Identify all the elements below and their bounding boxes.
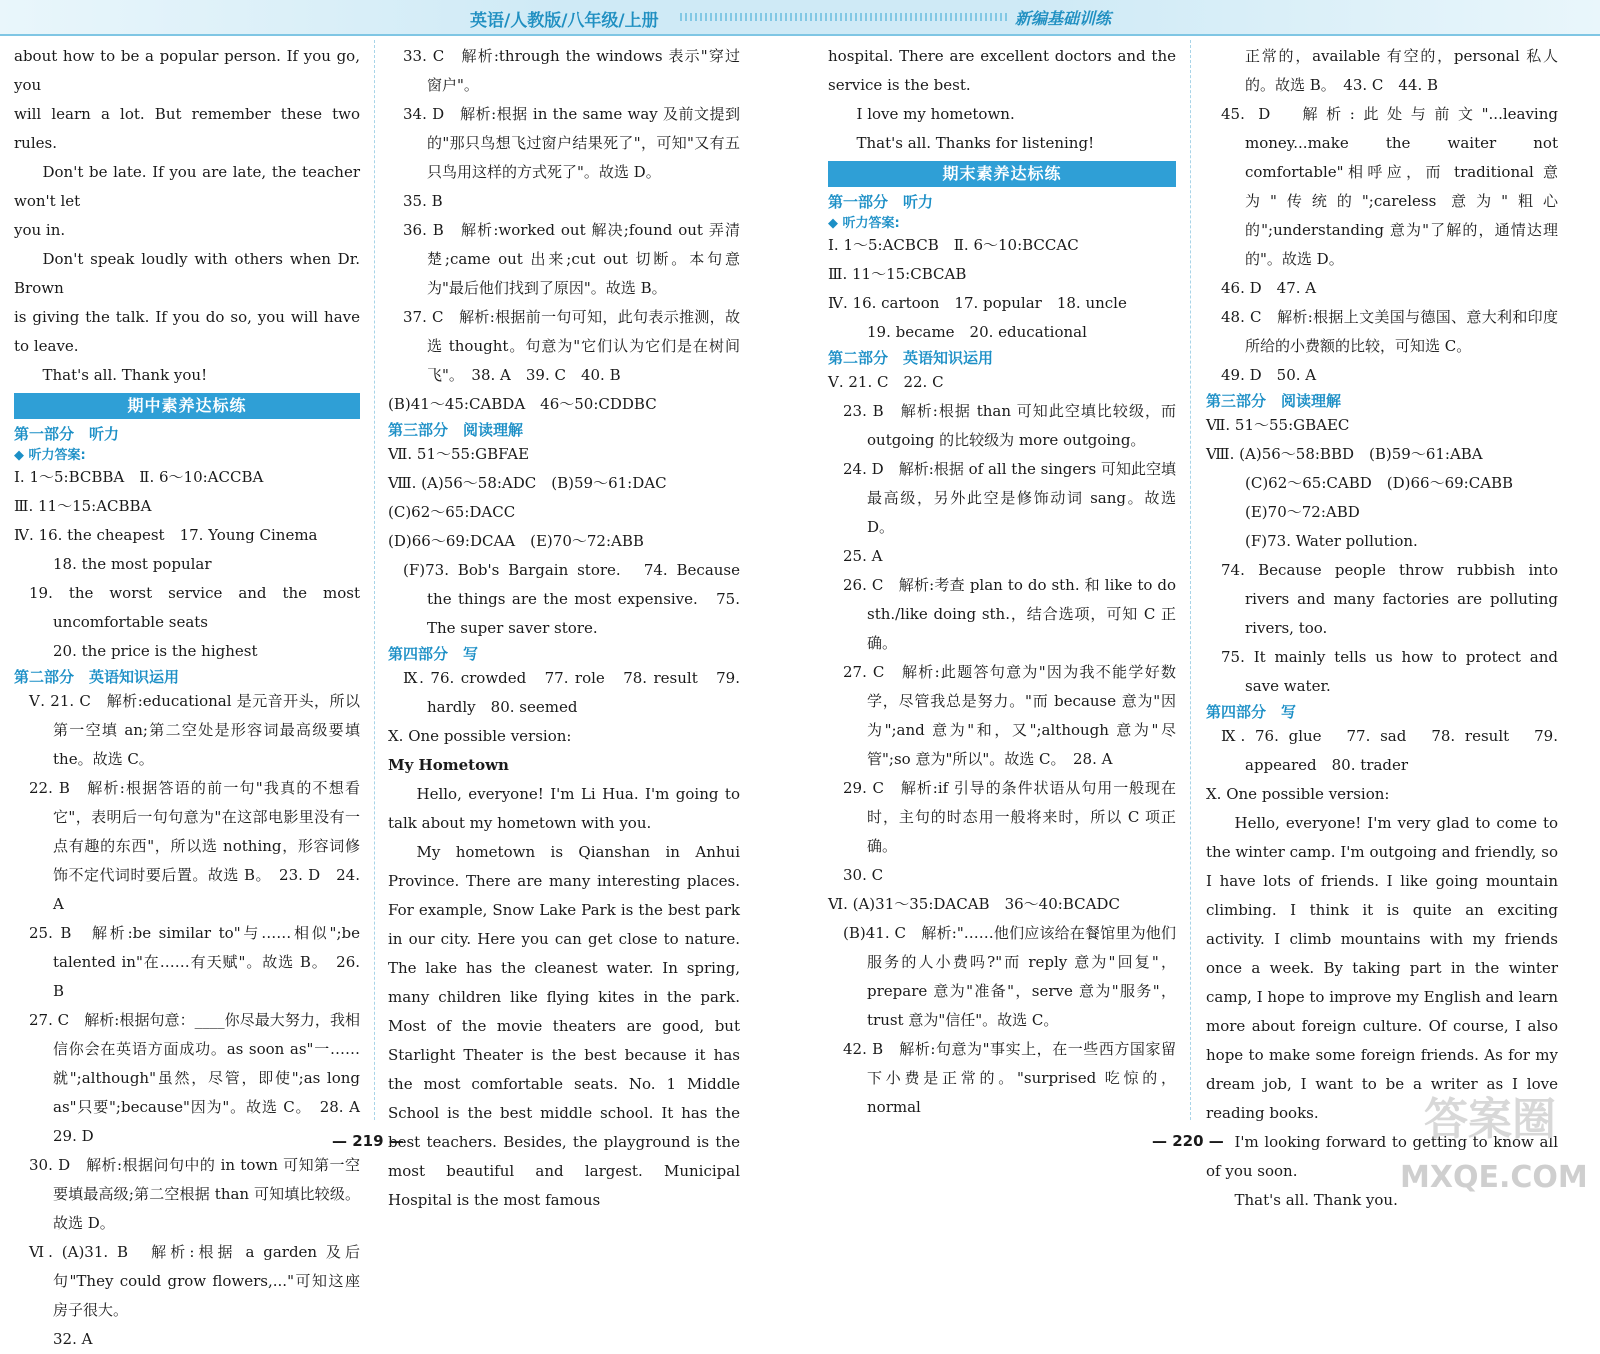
answer-line: Ⅷ. (A)56～58:ADC (B)59～61:DAC [388, 474, 667, 492]
part-heading: 第二部分 英语知识运用 [14, 668, 180, 686]
answer-line: (B)41. C 解析:"……他们应该给在餐馆里为他们服务的人小费吗?"而 reply 意为"回复"，prepare 意为"准备"，serve 意为"服务"，trust 意为"信任"。故选 C。 [843, 924, 1176, 1029]
answer-line: Hello, everyone! I'm Li Hua. I'm going to talk about my hometown with you. [388, 785, 740, 832]
answer-line: Ⅸ. 76. crowded 77. role 78. result 79. hardly 80. seemed [403, 669, 740, 716]
part-heading: 第三部分 阅读理解 [1206, 392, 1342, 410]
answer-line: ◆ 听力答案: [828, 216, 900, 231]
answer-line: 19. the worst service and the most uncomfortable seats [29, 584, 360, 631]
answer-line: 23. B 解析:根据 than 可知此空填比较级，而 outgoing 的比较级为 more outgoing。 [843, 402, 1176, 449]
answer-line: 25. B 解析:be similar to"与……相似";be talented in"在……有天赋"。故选 B。 26. B [29, 924, 360, 1000]
answer-line: Ⅷ. (A)56～58:BBD (B)59～61:ABA [1206, 445, 1483, 463]
answer-line: 74. Because people throw rubbish into rivers and many factories are polluting rivers, too. [1221, 561, 1558, 637]
answer-line: 18. the most popular [53, 555, 212, 573]
answer-line: Ⅳ. 16. the cheapest 17. Young Cinema [14, 526, 318, 544]
column-4 [1206, 42, 1558, 1215]
answer-line: 35. B [403, 192, 443, 210]
answer-line: you in. [14, 221, 66, 239]
watermark-url: MXQE.COM [1400, 1160, 1588, 1195]
answer-line: (F)73. Water pollution. [1245, 532, 1418, 550]
answer-line: (E)70～72:ABD [1245, 503, 1360, 521]
part-heading: 第二部分 英语知识运用 [828, 349, 994, 367]
answer-line: 33. C 解析:through the windows 表示"穿过窗户"。 [403, 47, 740, 94]
answer-line: Don't be late. If you are late, the teacher won't let [14, 163, 360, 210]
answer-line: Ⅰ. 1～5:ACBCB Ⅱ. 6～10:BCCAC [828, 236, 1079, 254]
page-number-left: — 219 — [332, 1132, 404, 1150]
answer-line: Ⅴ. 21. C 22. C [828, 373, 944, 391]
answer-line: 24. D 解析:根据 of all the singers 可知此空填最高级，另外此空是修饰动词 sang。故选 D。 [843, 460, 1176, 536]
section-banner: 期末素养达标练 [828, 161, 1176, 187]
essay-title: My Hometown [388, 756, 509, 774]
answer-line: 36. B 解析:worked out 解决;found out 弄清楚;came out 出来;cut out 切断。本句意为"最后他们找到了原因"。故选 B。 [403, 221, 740, 297]
answer-line: 22. B 解析:根据答语的前一句"我真的不想看它"，表明后一句句意为"在这部电影里没有一点有趣的东西"，所以选 nothing，形容词修饰不定代词时要后置。故选 B。 23. D 24. A [29, 779, 360, 913]
column-2 [388, 42, 740, 1215]
answer-line: I love my hometown. [856, 105, 1015, 123]
answer-line: (C)62～65:CABD (D)66～69:CABB [1245, 474, 1514, 492]
header-decoration [680, 13, 1010, 21]
answer-line: Ⅶ. 51～55:GBFAE [388, 445, 530, 463]
page-header [0, 0, 1600, 36]
answer-line: 49. D 50. A [1221, 366, 1317, 384]
page-number-right: — 220 — [1152, 1132, 1224, 1150]
answer-line: Ⅵ. (A)31. B 解析:根据 a garden 及后句"They could grow flowers,..."可知这座房子很大。 [29, 1243, 360, 1319]
answer-line: 45. D 解析:此处与前文"...leaving money...make the waiter not comfortable"相呼应，而 traditional 意为"传统的";careless 意为"粗心的";understanding 意为"了解的，通情达理的"。故选 D。 [1221, 105, 1558, 268]
answer-line: That's all. Thank you. [1234, 1191, 1398, 1209]
part-heading: 第一部分 听力 [828, 193, 934, 211]
answer-line: hospital. There are excellent doctors and the service is the best. [828, 47, 1176, 94]
answer-line: 正常的，available 有空的，personal 私人的。故选 B。 43. C 44. B [1245, 47, 1558, 94]
answer-line: 46. D 47. A [1221, 279, 1317, 297]
answer-line: is giving the talk. If you do so, you will have to leave. [14, 308, 360, 355]
answer-line: ◆ 听力答案: [14, 448, 86, 463]
watermark-logo: 答案圈 [1424, 1094, 1556, 1145]
answer-line: My hometown is Qianshan in Anhui Province. There are many interesting places. For example, Snow Lake Park is the best park in our city. Here you can get close to nature. The lake has the cleanest water. In spring, many children like flying kites in the park. Most of the movie theaters are good, but Starlight Theater is the best because it has the most comfortable seats. No. 1 Middle School is the best middle school. It has the best teachers. Besides, the playground is the most beautiful and largest. Municipal Hospital is the most famous [388, 843, 740, 1209]
answer-line: Ⅵ. (A)31～35:DACAB 36～40:BCADC [828, 895, 1120, 913]
answer-line: 20. the price is the highest [53, 642, 258, 660]
answer-line: (D)66～69:DCAA (E)70～72:ABB [388, 532, 644, 550]
answer-line: 25. A [843, 547, 883, 565]
answer-line: 75. It mainly tells us how to protect and save water. [1221, 648, 1558, 695]
answer-line: (F)73. Bob's Bargain store. 74. Because the things are the most expensive. 75. The super saver store. [403, 561, 740, 637]
answer-line: Ⅲ. 11～15:CBCAB [828, 265, 967, 283]
answer-line: Ⅸ. 76. glue 77. sad 78. result 79. appeared 80. trader [1221, 727, 1558, 774]
answer-line: 26. C 解析:考查 plan to do sth. 和 like to do sth./like doing sth.，结合选项，可知 C 正确。 [843, 576, 1176, 652]
answer-line: 29. C 解析:if 引导的条件状语从句用一般现在时，主句的时态用一般将来时，所以 C 项正确。 [843, 779, 1176, 855]
answer-line: 32. A [53, 1330, 93, 1348]
answer-line: 19. became 20. educational [867, 323, 1087, 341]
header-title: 英语/人教版/八年级/上册 [470, 11, 659, 31]
answer-line: Ⅴ. 21. C 解析:educational 是元音开头，所以第一空填 an;第二空处是形容词最高级要填 the。故选 C。 [29, 692, 360, 768]
header-brand: 新编基础训练 [1015, 9, 1112, 28]
answer-line: 34. D 解析:根据 in the same way 及前文提到的"那只鸟想飞过窗户结果死了"，可知"又有五只鸟用这样的方式死了"。故选 D。 [403, 105, 740, 181]
answer-line: 27. C 解析:此题答句意为"因为我不能学好数学，尽管我总是努力。"而 because 意为"因为";and 意为"和，又";although 意为"尽管";so 意为"所以"。故选 C。 28. A [843, 663, 1176, 768]
answer-line: I'm looking forward to getting to know all of you soon. [1206, 1133, 1558, 1180]
column-divider [1190, 40, 1191, 1120]
answer-line: 37. C 解析:根据前一句可知，此句表示推测，故选 thought。句意为"它们认为它们是在树间飞"。 38. A 39. C 40. B [403, 308, 740, 384]
answer-line: 30. C [843, 866, 884, 884]
answer-line: Don't speak loudly with others when Dr. Brown [14, 250, 360, 297]
column-divider [374, 40, 375, 1120]
answer-line: That's all. Thanks for listening! [856, 134, 1095, 152]
answer-line: (B)41～45:CABDA 46～50:CDDBC [388, 395, 657, 413]
answer-line: will learn a lot. But remember these two rules. [14, 105, 360, 152]
answer-line: 42. B 解析:句意为"事实上，在一些西方国家留下小费是正常的。"surprised 吃惊的，normal [843, 1040, 1176, 1116]
section-banner: 期中素养达标练 [14, 393, 360, 419]
answer-line: about how to be a popular person. If you go, you [14, 47, 360, 94]
answer-line: (C)62～65:DACC [388, 503, 516, 521]
answer-line: 27. C 解析:根据句意：____你尽最大努力，我相信你会在英语方面成功。as soon as"一……就";although"虽然，尽管，即使";as long as"只要";because"因为"。故选 C。 28. A 29. D [29, 1011, 376, 1145]
answer-line: 30. D 解析:根据问句中的 in town 可知第一空要填最高级;第二空根据 than 可知填比较级。故选 D。 [29, 1156, 360, 1232]
answer-line: Ⅶ. 51～55:GBAEC [1206, 416, 1350, 434]
answer-line: 48. C 解析:根据上文美国与德国、意大利和印度所给的小费额的比较，可知选 C。 [1221, 308, 1558, 355]
part-heading: 第四部分 写 [388, 645, 479, 663]
column-3 [828, 42, 1176, 1122]
answer-line: Ⅹ. One possible version: [1206, 785, 1390, 803]
answer-line: Ⅲ. 11～15:ACBBA [14, 497, 152, 515]
part-heading: 第一部分 听力 [14, 425, 120, 443]
answer-line: Ⅳ. 16. cartoon 17. popular 18. uncle [828, 294, 1127, 312]
part-heading: 第四部分 写 [1206, 703, 1297, 721]
answer-line: Hello, everyone! I'm very glad to come to the winter camp. I'm outgoing and friendly, so I have lots of friends. I like going mountain climbing. I think it is quite an exciting activity. I climb mountains with my friends once a week. By taking part in the winter camp, I hope to improve my English and learn more about foreign culture. Of course, I also hope to make some foreign friends. As for my dream job, I want to be a writer as I love reading books. [1206, 814, 1558, 1122]
answer-line: Ⅹ. One possible version: [388, 727, 572, 745]
answer-line: Ⅰ. 1～5:BCBBA Ⅱ. 6～10:ACCBA [14, 468, 264, 486]
part-heading: 第三部分 阅读理解 [388, 421, 524, 439]
answer-line: That's all. Thank you! [42, 366, 208, 384]
